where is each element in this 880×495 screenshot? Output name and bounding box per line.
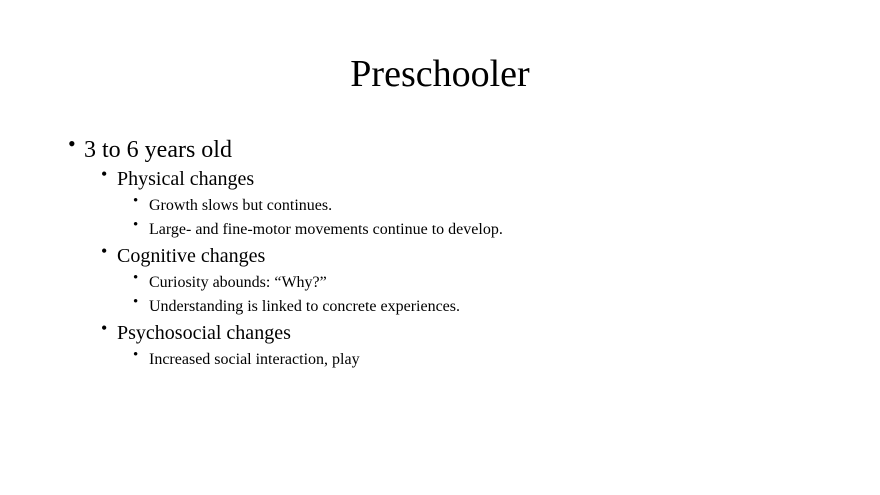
bullet-text: Large- and fine-motor movements continue to develop. bbox=[149, 221, 503, 238]
bullet-item-psychosocial-changes bbox=[101, 318, 291, 345]
bullet-text: Cognitive changes bbox=[117, 245, 266, 267]
bullet-icon: • bbox=[68, 131, 76, 156]
bullet-item-cognitive-changes bbox=[101, 241, 266, 268]
bullet-text: Understanding is linked to concrete experiences. bbox=[149, 298, 460, 315]
bullet-icon: • bbox=[133, 193, 139, 209]
bullet-item-curiosity bbox=[133, 270, 327, 293]
bullet-icon: • bbox=[101, 241, 108, 261]
bullet-text: Physical changes bbox=[117, 168, 255, 190]
bullet-icon: • bbox=[133, 294, 139, 310]
bullet-text: Increased social interaction, play bbox=[149, 351, 360, 368]
bullet-item-understanding bbox=[133, 294, 460, 317]
bullet-icon: • bbox=[133, 217, 139, 233]
bullet-text: Curiosity abounds: “Why?” bbox=[149, 274, 327, 291]
bullet-text: 3 to 6 years old bbox=[84, 137, 232, 163]
bullet-item-physical-changes bbox=[101, 164, 255, 191]
bullet-icon: • bbox=[133, 347, 139, 363]
bullet-icon: • bbox=[101, 318, 108, 338]
bullet-icon: • bbox=[101, 164, 108, 184]
bullet-icon: • bbox=[133, 270, 139, 286]
bullet-text: Growth slows but continues. bbox=[149, 197, 333, 214]
bullet-item-age-range bbox=[68, 131, 232, 164]
bullet-item-social-interaction bbox=[133, 347, 360, 370]
bullet-text: Psychosocial changes bbox=[117, 322, 291, 344]
bullet-item-growth bbox=[133, 193, 333, 216]
slide-title: Preschooler bbox=[350, 53, 530, 95]
bullet-item-motor bbox=[133, 217, 503, 240]
